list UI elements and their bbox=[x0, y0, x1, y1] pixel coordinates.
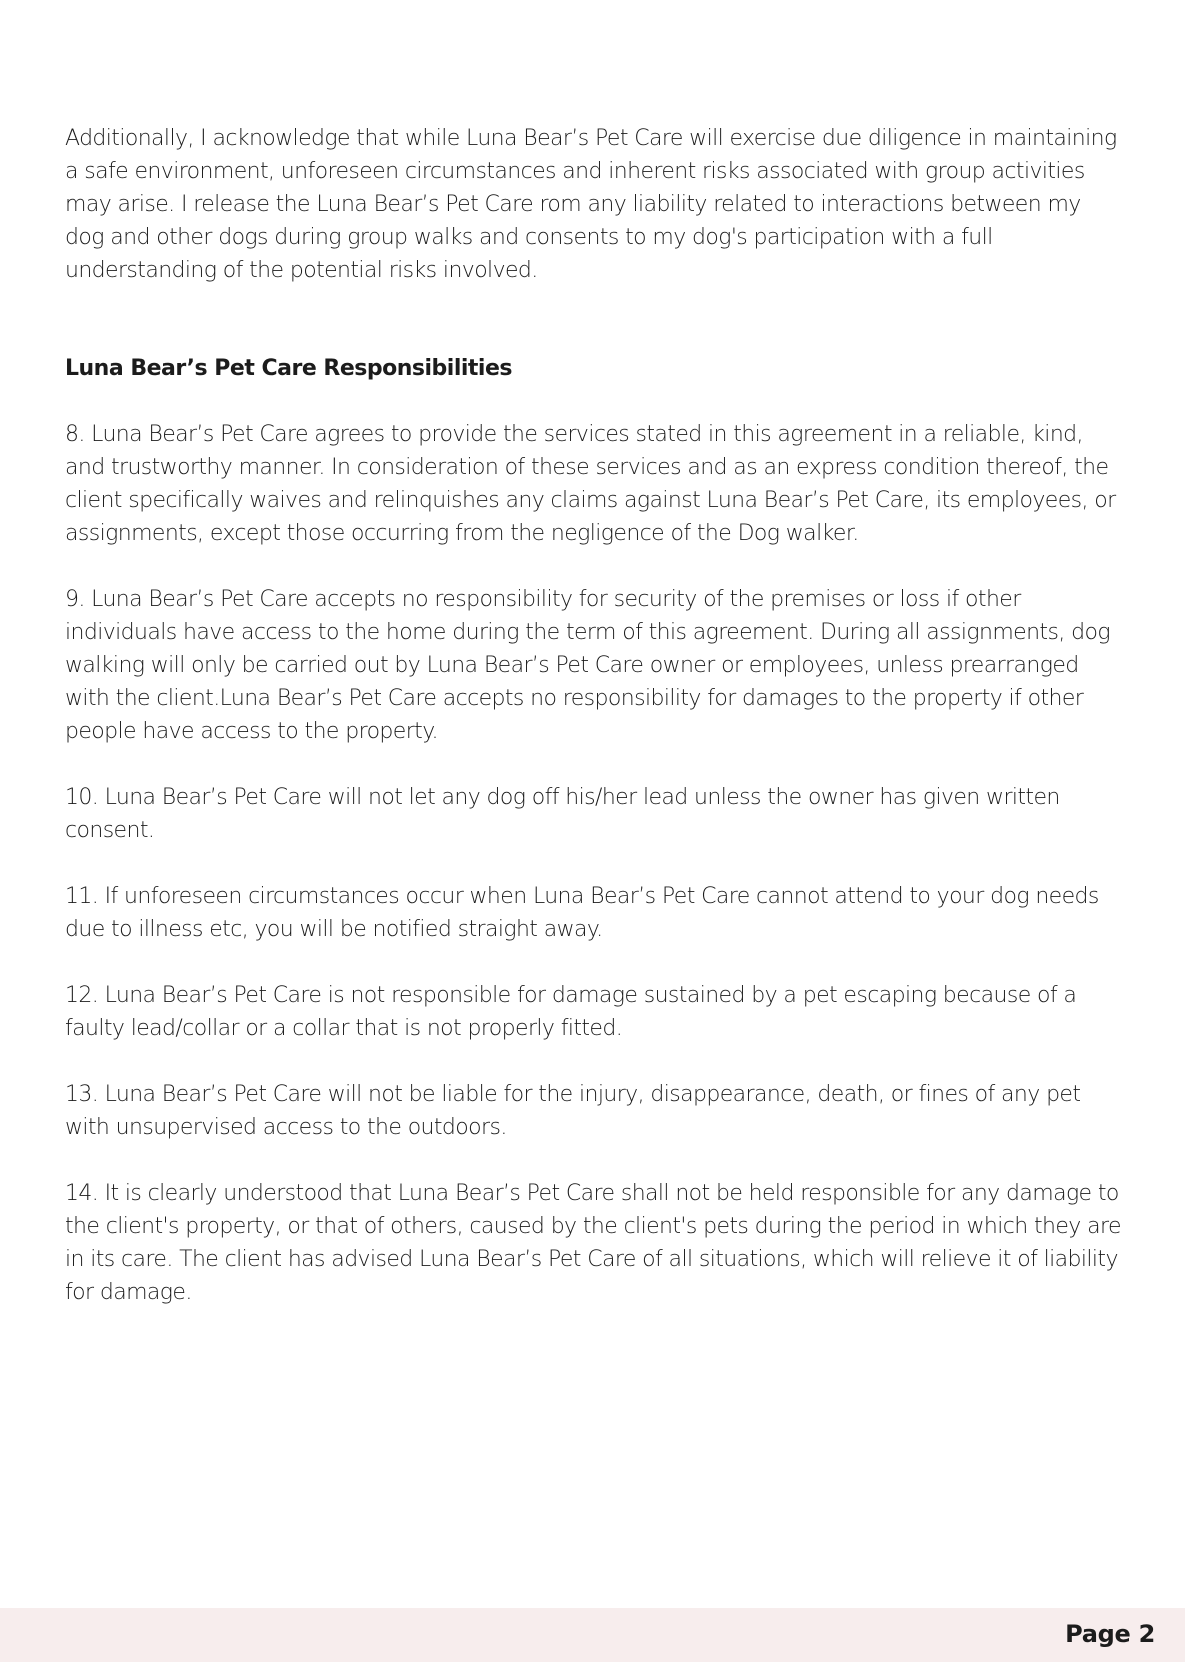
clause-11: 11. If unforeseen circumstances occur when Luna Bear’s Pet Care cannot attend to your dog needs due to illness etc, you will be notified straight away. bbox=[65, 884, 1099, 942]
section-heading: Luna Bear’s Pet Care Responsibilities bbox=[65, 356, 512, 381]
page-number: Page 2 bbox=[1065, 1620, 1155, 1648]
document-body bbox=[65, 122, 1125, 1309]
page-footer bbox=[0, 1608, 1185, 1662]
clause-9: 9. Luna Bear’s Pet Care accepts no responsibility for security of the premises or loss if other individuals have access to the home during the term of this agreement. During all assignments, dog walking will only be carried out by Luna Bear’s Pet Care owner or employees, unless prearranged with the client.Luna Bear’s Pet Care accepts no responsibility for damages to the property if other people have access to the property. bbox=[65, 587, 1110, 744]
clause-14: 14. It is clearly understood that Luna Bear’s Pet Care shall not be held responsible for any damage to the client's property, or that of others, caused by the client's pets during the period in which they are in its care. The client has advised Luna Bear’s Pet Care of all situations, which will relieve it of liability for damage. bbox=[65, 1181, 1121, 1305]
clause-10: 10. Luna Bear’s Pet Care will not let any dog off his/her lead unless the owner has given written consent. bbox=[65, 785, 1060, 843]
intro-paragraph: Additionally, I acknowledge that while Luna Bear’s Pet Care will exercise due diligence in maintaining a safe environment, unforeseen circumstances and inherent risks associated with group activities may arise. I release the Luna Bear’s Pet Care rom any liability related to interactions between my dog and other dogs during group walks and consents to my dog's participation with a full understanding of the potential risks involved. bbox=[65, 126, 1117, 283]
clause-13: 13. Luna Bear’s Pet Care will not be liable for the injury, disappearance, death, or fines of any pet with unsupervised access to the outdoors. bbox=[65, 1082, 1081, 1140]
clause-8: 8. Luna Bear’s Pet Care agrees to provide the services stated in this agreement in a reliable, kind, and trustworthy manner. In consideration of these services and as an express condition thereof, the client specifically waives and relinquishes any claims against Luna Bear’s Pet Care, its employees, or assignments, except those occurring from the negligence of the Dog walker. bbox=[65, 422, 1116, 546]
clause-12: 12. Luna Bear’s Pet Care is not responsible for damage sustained by a pet escaping because of a faulty lead/collar or a collar that is not properly fitted. bbox=[65, 983, 1077, 1041]
clauses-list bbox=[65, 418, 1125, 1309]
